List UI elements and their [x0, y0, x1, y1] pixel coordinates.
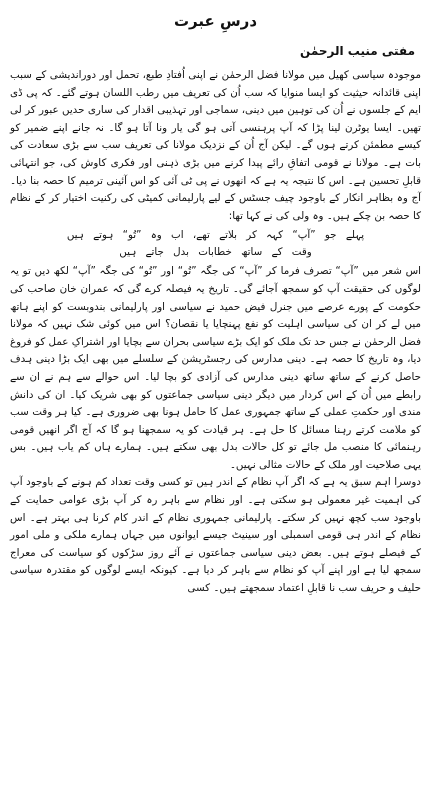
paragraph-3: دوسرا اہم سبق یہ ہے کہ اگر آپ نظام کے اندر ہیں تو کسی وقت تعداد کم ہونے کے باوجود آپ کی اہمیت غیر معمولی ہو سکتی ہے۔ اور نظام سے باہر رہ کر آپ بڑی عوامی حمایت کے باوجود سب کچھ نہیں کر سکتے۔ پارلیمانی جمہوری نظام کے اندر کام کرنا ہی بہتر ہے۔ اس نظام کے اندر ہی قومی اسمبلی اور سینیٹ جیسے ایوانوں میں جہاں ہمارے ملکی و ملی امور کے فیصلے ہوتے ہیں۔ بعض دینی سیاسی جماعتوں نے آئے روز سڑکوں کو سیاست کی معراج سمجھ لیا ہے اور اپنے آپ کو نظام سے باہر کر دیا ہے۔ کیونکہ ایسے لوگوں کو مقتدرہ سیاسی حلیف و حریف سب نا قابلِ اعتماد سمجھتے ہیں۔ کسی: [10, 476, 421, 595]
poetry-couplet: [10, 227, 421, 261]
author-name: مفتی منیب الرحمٰن: [300, 44, 415, 58]
verse-line-1: پہلے جو ”آپ“ کہہ کر بلاتے تھے، اب وہ ”تُو“ ہوتے ہیں: [66, 229, 365, 242]
verse-line-2: وقت کے ساتھ خطابات بدل جاتے ہیں: [119, 246, 312, 259]
paragraph-1: موجودہ سیاسی کھیل میں مولانا فضل الرحمٰن نے اپنی اُفتادِ طبع، تحمل اور دوراندیشی کے سبب اپنی قائدانہ حیثیت کو ایسا منوایا کہ سب اُن کی تعریف میں رطب اللسان ہوتے گئے۔ کہ پی ڈی ایم کے جلسوں نے اُن کی توہین میں دینی، سماجی اور تہذیبی اقدار کی ساری حدیں عبور کر لی تھیں۔ ایسا یوٹرن لینا پڑا کہ آپ پرہنسی آتی ہو گی یار ونا آتا ہو گا۔ نہ جانے اپنے ضمیر کو کیسے مطمئن کرتے ہوں گے۔ لیکن آج اُن کے نزدیک مولانا کی تعریف سب سے بڑی سعادت کی بات ہے۔ مولانا نے قومی اتفاقِ رائے پیدا کرنے میں بڑی ذہنی اور فکری کاوش کی، جو انتہائی قابلِ تحسین ہے۔ اس کا نتیجہ یہ ہے کہ انھوں نے پی ٹی آئی کو اس آئینی ترمیم کا حصہ بنا دیا۔ آج وہ بظاہر انکار کے باوجود چیف جسٹس کے لیے پارلیمانی کمیٹی کی رکنیت اختیار کر کے نظام کا حصہ بن چکے ہیں۔ وہ ولی کی نے کہا تھا:: [10, 69, 421, 222]
paragraph-2: اس شعر میں ”آپ“ تصرف فرما کر ”آپ“ کی جگہ ”تُو“ اور ”تُو“ کی جگہ ”آپ“ لکھ دیں تو یہ لوگوں کی حقیقت آپ کو سمجھ آجائے گی۔ تاریخ یہ فیصلہ کرے گی کہ عمران خان صاحب کی حکومت کے پورے عرصے میں جنرل فیض حمید نے سیاسی اور پارلیمانی بندوبست کو اپنے ہاتھ میں لے کر ان کی سیاسی اہلیت کو نفع پہنچایا یا نقصان؟ اس میں کوئی شک نہیں کہ مولانا فضل الرحمٰن نے جس حد تک ملک کو ایک بڑے سیاسی بحران سے بچایا اور اشتراکِ عمل کو فروغ دیا، وہ تاریخ کا حصہ ہے۔ دینی مدارس کی رجسٹریشن کے سلسلے میں بھی ایک بڑا دینی ہدف حاصل کرنے کے ساتھ ساتھ دینی مدارس کی آزادی کو بچا لیا۔ اس حوالے سے ہم نے ان سے رابطے میں اُن کے اس کردار میں دیگر دینی سیاسی جماعتوں کو بھی شریک کیا۔ ان کی دانش مندی اور حکمتِ عملی کے ساتھ جمہوری عمل کا حامل ہونا بھی ضروری ہے۔ کیا ہر وقت سب کو ملامت کرتے رہنا مسائل کا حل ہے۔ ہر قیادت کو یہ سمجھنا ہو گا کہ آج اگر انھیں قومی رہنمائی کا منصب مل جائے تو کل حالات بدل بھی سکتے ہیں۔ ہمارے ہاں کم یاب ہیں۔ بس یہی صلاحیت اور ملک کے حالات مثالی نہیں۔: [10, 265, 421, 471]
article-title: درسِ عبرت: [173, 12, 258, 30]
